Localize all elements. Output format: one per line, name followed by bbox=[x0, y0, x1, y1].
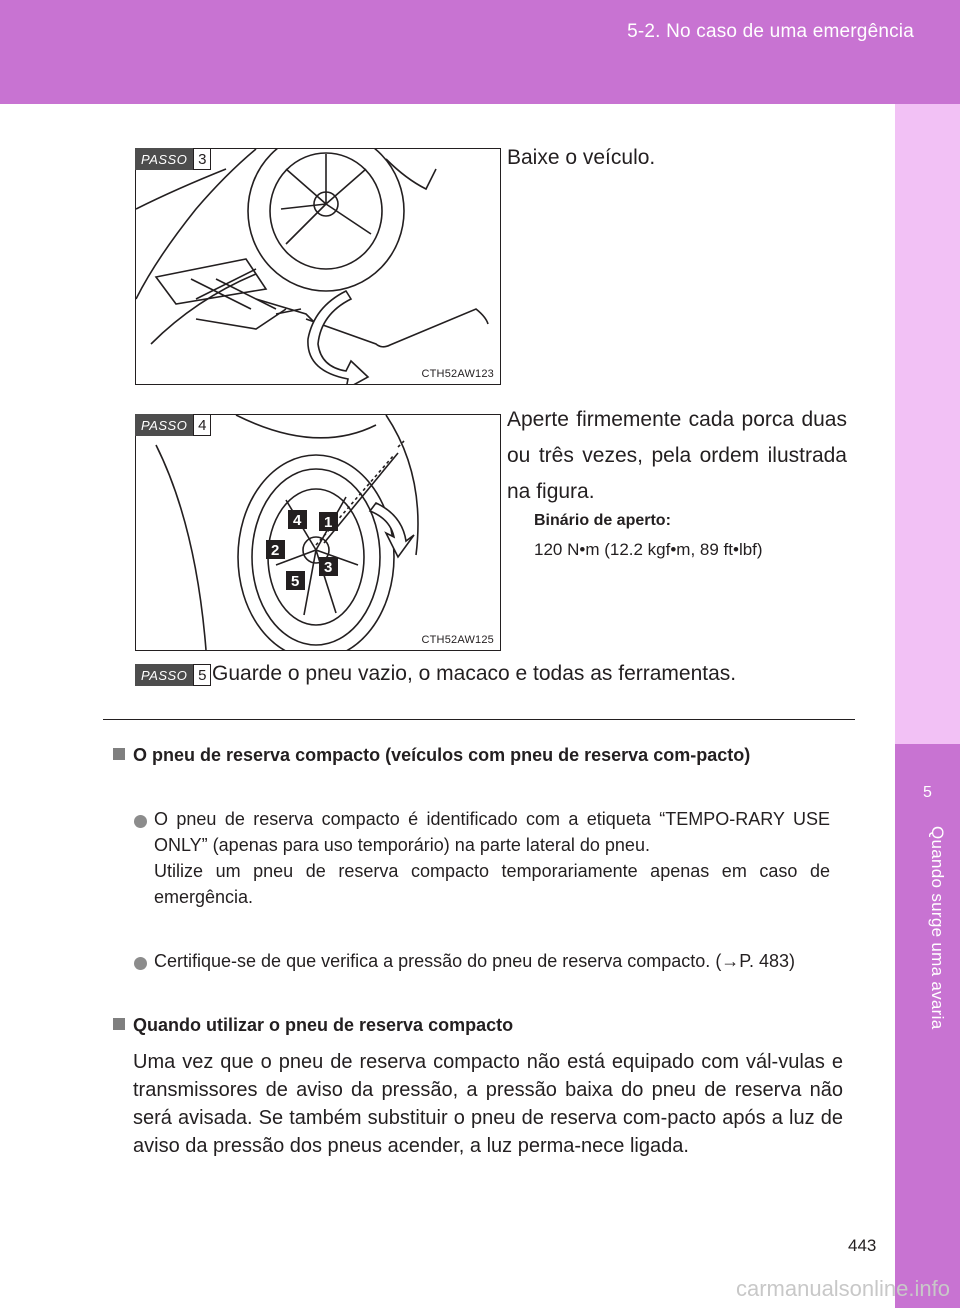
step-5-text: Guarde o pneu vazio, o macaco e todas as ferramentas. bbox=[212, 662, 737, 685]
wheel-nut-order-illustration bbox=[136, 415, 500, 650]
torque-value: 120 N•m (12.2 kgf•m, 89 ft•lbf) bbox=[534, 540, 763, 559]
square-bullet-icon bbox=[113, 1018, 125, 1030]
note-bullet-2: Certifique-se de que verifica a pressão do pneu de reserva compacto. (→P. 483) bbox=[154, 951, 796, 971]
torque-title: Binário de aperto: bbox=[534, 512, 671, 529]
side-tab-number: 5 bbox=[923, 784, 932, 801]
round-bullet-icon bbox=[134, 957, 147, 970]
watermark: carmanualsonline.info bbox=[735, 1276, 950, 1301]
step-3-text: Baixe o veículo. bbox=[507, 146, 656, 169]
note-compact-spare bbox=[113, 742, 813, 768]
step-4-text: Aperte firmemente cada porca duas ou três vezes, pela ordem ilustrada na figura. bbox=[507, 408, 847, 503]
nut-label-2: 2 bbox=[271, 542, 280, 559]
note-bullet-1-extra: Utilize um pneu de reserva compacto temporariamente apenas em caso de emergência. bbox=[154, 861, 830, 907]
figure-lower-vehicle bbox=[135, 148, 501, 385]
nut-label-3: 3 bbox=[324, 559, 333, 576]
header-band bbox=[0, 0, 960, 104]
note-heading: Quando utilizar o pneu de reserva compacto bbox=[133, 1015, 514, 1035]
note-bullet-1-text: O pneu de reserva compacto é identificado com a etiqueta “TEMPO-RARY USE ONLY” (apenas para uso temporário) na parte lateral do pneu. bbox=[154, 809, 830, 855]
passo-label: PASSO bbox=[135, 664, 193, 686]
note-heading: O pneu de reserva compacto (veículos com pneu de reserva com-pacto) bbox=[133, 745, 751, 765]
note-when-using bbox=[113, 1012, 833, 1038]
step-number: 5 bbox=[193, 664, 211, 686]
nut-label-4: 4 bbox=[293, 512, 302, 529]
jack-illustration bbox=[136, 149, 500, 384]
step-5-badge bbox=[135, 664, 211, 686]
square-bullet-icon bbox=[113, 748, 125, 760]
passo-label: PASSO bbox=[135, 148, 193, 170]
passo-label: PASSO bbox=[135, 414, 193, 436]
section-title: 5-2. No caso de uma emergência bbox=[627, 21, 914, 42]
nut-label-5: 5 bbox=[291, 573, 300, 590]
step-number: 3 bbox=[193, 148, 211, 170]
figure-code: CTH52AW123 bbox=[421, 368, 494, 380]
figure-code: CTH52AW125 bbox=[421, 634, 494, 646]
note-when-using-text: Uma vez que o pneu de reserva compacto não está equipado com vál-vulas e transmissores de aviso da pressão, a pressão baixa do pneu de reserva não será avisada. Se também substituir o pneu de reserva com-pacto após a luz de aviso da pressão dos pneus acender, a luz perma-nece ligada. bbox=[133, 1051, 843, 1157]
step-4-badge bbox=[135, 414, 211, 436]
section-divider bbox=[103, 719, 855, 720]
step-number: 4 bbox=[193, 414, 211, 436]
page-number: 443 bbox=[848, 1236, 877, 1255]
round-bullet-icon bbox=[134, 815, 147, 828]
figure-tighten-nuts bbox=[135, 414, 501, 651]
side-tab-label: Quando surge uma avaria bbox=[928, 826, 947, 1030]
nut-label-1: 1 bbox=[324, 514, 333, 531]
note-bullet-1 bbox=[154, 806, 830, 910]
step-3-badge bbox=[135, 148, 211, 170]
